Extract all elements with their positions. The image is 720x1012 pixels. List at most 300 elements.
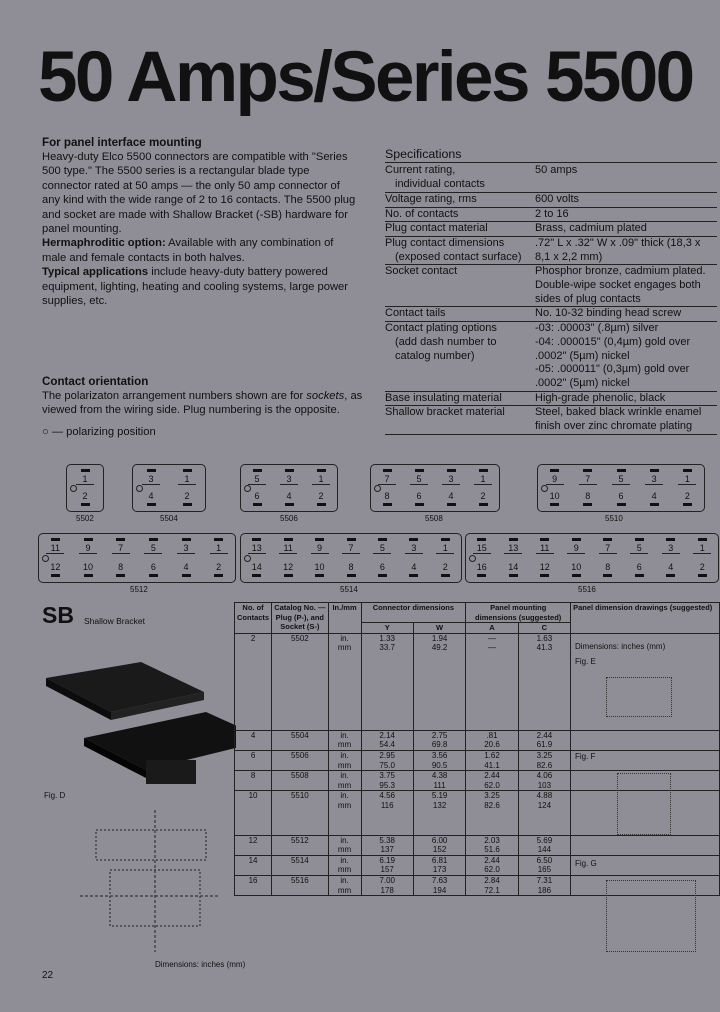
pin-top xyxy=(599,538,617,554)
pin-bottom xyxy=(567,562,585,577)
spec-value: Phosphor bronze, cadmium plated. Double-wipe socket engages both sides of plug contacts xyxy=(535,265,717,307)
sb-cell-w: 3.56 90.5 xyxy=(413,750,465,770)
header-contacts: No. of Contacts xyxy=(235,603,272,634)
sb-cell-y: 5.38 137 xyxy=(361,835,413,855)
spec-key xyxy=(385,192,535,207)
pin-blade xyxy=(617,503,626,506)
pin-number: 6 xyxy=(636,562,642,572)
pin-top xyxy=(473,538,491,554)
header-w: W xyxy=(413,623,465,634)
spec-row xyxy=(385,307,717,322)
fig-e-drawing xyxy=(606,677,672,717)
pin-top xyxy=(612,469,630,485)
spec-value: .72" L x .32" W x .09" thick (18,3 x 8,1 x 2,2 mm) xyxy=(535,236,717,264)
pin-bottom xyxy=(546,491,564,506)
pin-blade xyxy=(666,538,675,541)
pin-blade xyxy=(253,503,262,506)
pin-number: 3 xyxy=(645,474,663,485)
pin-blade xyxy=(81,469,90,472)
sb-cell-unit: in. mm xyxy=(328,730,361,750)
spec-key-line1: Shallow bracket material xyxy=(385,406,505,419)
pin-top xyxy=(279,538,297,554)
sb-cell-cat: 5502 xyxy=(272,633,329,730)
pin-top xyxy=(373,538,391,554)
sb-subtitle: Shallow Bracket xyxy=(84,616,145,626)
pin-number: 1 xyxy=(76,474,94,485)
pin-blade xyxy=(317,469,326,472)
sb-cell-c: 4.88 124 xyxy=(518,791,570,835)
pin-number: 1 xyxy=(693,543,711,554)
spec-value: 50 amps xyxy=(535,164,717,192)
sb-cell-a: 2.44 62.0 xyxy=(466,855,518,875)
spec-key-line1: Plug contact dimensions xyxy=(385,236,505,249)
pin-number: 1 xyxy=(312,474,330,485)
fig-f-drawing xyxy=(617,773,671,835)
spec-value: -03: .00003" (.8µm) silver -04: .000015" (0,4µm) gold over .0002" (5µm) nickel -05: .000011" (0,3µm) gold over .0002" (5µm) nickel xyxy=(535,322,717,392)
pin-top xyxy=(546,469,564,485)
sb-cell-w: 7.63 194 xyxy=(413,875,465,895)
pin-blade xyxy=(698,574,707,577)
spec-value: 2 to 16 xyxy=(535,207,717,222)
pin-number: 14 xyxy=(508,562,519,572)
polarizing-position-icon xyxy=(136,485,143,492)
pin-bottom xyxy=(504,562,522,577)
pin-blade xyxy=(550,503,559,506)
pin-blade xyxy=(409,538,418,541)
pin-number: 2 xyxy=(699,562,705,572)
polarizing-position-icon xyxy=(244,555,251,562)
fig-f-label: Fig. F xyxy=(575,752,596,761)
pin-blade xyxy=(252,538,261,541)
sb-cell-y: 2.14 54.4 xyxy=(361,730,413,750)
sb-cell-a: — — xyxy=(466,633,518,730)
apps-paragraph xyxy=(42,265,360,308)
pin-top xyxy=(248,469,266,485)
pin-bottom xyxy=(645,491,663,506)
pin-blade xyxy=(540,574,549,577)
sb-cell-unit: in. mm xyxy=(328,771,361,791)
orientation-body xyxy=(42,389,364,418)
sb-table-row xyxy=(235,835,720,855)
pin-blade xyxy=(383,503,392,506)
fig-g-label: Fig. G xyxy=(575,859,597,868)
pin-blade xyxy=(347,538,356,541)
sb-cell-unit: in. mm xyxy=(328,855,361,875)
sb-cell-unit: in. mm xyxy=(328,750,361,770)
pin-number: 2 xyxy=(318,491,324,501)
pin-number: 11 xyxy=(536,543,554,554)
pin-blade xyxy=(683,503,692,506)
pin-top xyxy=(536,538,554,554)
pin-top xyxy=(76,469,94,485)
pin-number: 5 xyxy=(144,543,162,554)
pin-bottom xyxy=(536,562,554,577)
pin-blade xyxy=(383,469,392,472)
pin-number: 2 xyxy=(216,562,222,572)
spec-value: Steel, baked black wrinkle enamel finish over zinc chromate plating xyxy=(535,406,717,434)
pin-number: 5 xyxy=(410,474,428,485)
sb-cell-unit: in. mm xyxy=(328,791,361,835)
pin-top xyxy=(280,469,298,485)
pin-bottom xyxy=(436,562,454,577)
header-panel-dims: Panel mounting dimensions (suggested) xyxy=(466,603,571,623)
pin-blade xyxy=(441,538,450,541)
pin-top xyxy=(248,538,266,554)
pin-number: 2 xyxy=(684,491,690,501)
spec-key-line1: Contact tails xyxy=(385,307,446,320)
spec-row xyxy=(385,192,717,207)
polarizing-position-icon xyxy=(541,485,548,492)
pin-number: 7 xyxy=(579,474,597,485)
pin-number: 6 xyxy=(254,491,260,501)
sb-cell-c: 1.63 41.3 xyxy=(518,633,570,730)
sb-cell-a: 3.25 82.6 xyxy=(466,791,518,835)
header-y: Y xyxy=(361,623,413,634)
pin-number: 14 xyxy=(251,562,262,572)
fig-d-label: Fig. D xyxy=(44,791,66,800)
spec-key-line1: No. of contacts xyxy=(385,207,459,220)
connector-5516 xyxy=(465,533,719,583)
pin-blade xyxy=(635,538,644,541)
sb-cell-y: 4.56 116 xyxy=(361,791,413,835)
pin-blade xyxy=(477,574,486,577)
pin-top xyxy=(474,469,492,485)
spec-key-line1: Current rating, xyxy=(385,164,456,177)
pin-blade xyxy=(441,574,450,577)
sb-cell-c: 7.31 186 xyxy=(518,875,570,895)
sb-table-row xyxy=(235,855,720,875)
pin-bottom xyxy=(142,491,160,506)
orientation-body-em: sockets xyxy=(306,390,345,402)
sb-title: SB xyxy=(42,602,74,628)
fig-d-dims-note: Dimensions: inches (mm) xyxy=(155,960,246,969)
spec-row xyxy=(385,265,717,307)
spec-row xyxy=(385,391,717,406)
pin-blade xyxy=(285,503,294,506)
pin-top xyxy=(112,538,130,554)
pin-bottom xyxy=(474,491,492,506)
pin-blade xyxy=(479,503,488,506)
pin-blade xyxy=(550,469,559,472)
orientation-body-post: , as viewed from the wiring side. Plug numbering is the opposite. xyxy=(42,390,363,417)
pin-blade xyxy=(617,469,626,472)
sb-cell-cat: 5512 xyxy=(272,835,329,855)
pin-top xyxy=(678,469,696,485)
apps-label: Typical applications xyxy=(42,266,149,279)
pin-top xyxy=(504,538,522,554)
pin-number: 6 xyxy=(379,562,385,572)
pin-number: 4 xyxy=(183,562,189,572)
sb-cell-cat: 5508 xyxy=(272,771,329,791)
intro-section xyxy=(42,136,360,308)
pin-number: 12 xyxy=(283,562,294,572)
pin-number: 8 xyxy=(585,491,591,501)
pin-number: 6 xyxy=(618,491,624,501)
pin-bottom xyxy=(410,491,428,506)
pin-bottom xyxy=(342,562,360,577)
pin-blade xyxy=(116,538,125,541)
pin-blade xyxy=(603,574,612,577)
pin-number: 4 xyxy=(411,562,417,572)
polarizing-legend: ○ — polarizing position xyxy=(42,425,156,438)
pin-blade xyxy=(214,538,223,541)
polarizing-position-icon xyxy=(244,485,251,492)
sb-cell-c: 2.44 61.9 xyxy=(518,730,570,750)
pin-top xyxy=(579,469,597,485)
pin-number: 10 xyxy=(82,562,93,572)
intro-body: Heavy-duty Elco 5500 connectors are compatible with "Series 500 type." The 5500 series is a rectangular blade type connector rated at 50 amps — the only 50 amp connector of any kind with the wide range of 2 to 16 contacts. The 5500 plug and socket are made with Shallow Bracket (-SB) hardware for panel mounting. xyxy=(42,151,356,236)
apps-body: include heavy-duty battery powered equipment, lighting, heating and cooling systems, large power supplies, etc. xyxy=(42,266,348,308)
pin-number: 7 xyxy=(599,543,617,554)
sb-cell-c: 4.06 103 xyxy=(518,771,570,791)
sb-cell-n: 6 xyxy=(235,750,272,770)
pin-number: 10 xyxy=(314,562,325,572)
pin-blade xyxy=(149,538,158,541)
pin-bottom xyxy=(630,562,648,577)
pin-bottom xyxy=(248,562,266,577)
pin-number: 9 xyxy=(567,543,585,554)
spec-key xyxy=(385,406,535,434)
pin-top xyxy=(693,538,711,554)
connector-label: 5506 xyxy=(280,514,298,523)
pin-top xyxy=(645,469,663,485)
pin-bottom xyxy=(378,491,396,506)
spec-row xyxy=(385,222,717,237)
sb-cell-unit: in. mm xyxy=(328,875,361,895)
pin-top xyxy=(342,538,360,554)
spec-key-line2: (add dash number to catalog number) xyxy=(395,335,497,362)
sb-table-row xyxy=(235,750,720,770)
intro-heading: For panel interface mounting xyxy=(42,136,202,149)
pin-number: 13 xyxy=(248,543,266,554)
pin-top xyxy=(442,469,460,485)
pin-top xyxy=(436,538,454,554)
fig-e-label: Fig. E xyxy=(575,657,596,666)
pin-number: 5 xyxy=(630,543,648,554)
pin-number: 1 xyxy=(178,474,196,485)
sb-cell-w: 6.00 152 xyxy=(413,835,465,855)
pin-blade xyxy=(409,574,418,577)
pin-blade xyxy=(147,469,156,472)
polarizing-position-icon xyxy=(374,485,381,492)
sb-cell-a: .81 20.6 xyxy=(466,730,518,750)
pin-top xyxy=(144,538,162,554)
pin-blade xyxy=(698,538,707,541)
polarizing-position-icon xyxy=(70,485,77,492)
fig-d-drawing xyxy=(60,802,236,962)
pin-number: 9 xyxy=(311,543,329,554)
pin-number: 2 xyxy=(480,491,486,501)
spec-row xyxy=(385,322,717,392)
pin-blade xyxy=(182,574,191,577)
pin-blade xyxy=(666,574,675,577)
sb-cell-cat: 5516 xyxy=(272,875,329,895)
sb-cell-w: 1.94 49.2 xyxy=(413,633,465,730)
spec-row xyxy=(385,164,717,192)
sb-cell-y: 6.19 157 xyxy=(361,855,413,875)
sb-cell-c: 3.25 82.6 xyxy=(518,750,570,770)
orientation-heading: Contact orientation xyxy=(42,375,149,388)
pin-bottom xyxy=(599,562,617,577)
sb-cell-cat: 5514 xyxy=(272,855,329,875)
spec-key xyxy=(385,322,535,392)
connector-label: 5512 xyxy=(130,585,148,594)
spec-row xyxy=(385,207,717,222)
header-c: C xyxy=(518,623,570,634)
sb-cell-y: 1.33 33.7 xyxy=(361,633,413,730)
sb-cell-a: 2.44 62.0 xyxy=(466,771,518,791)
pin-bottom xyxy=(210,562,228,577)
pin-number: 4 xyxy=(286,491,292,501)
connector-5506 xyxy=(240,464,338,512)
spec-key-line1: Plug contact material xyxy=(385,222,488,235)
header-connector-dims: Connector dimensions xyxy=(361,603,466,623)
pin-blade xyxy=(81,503,90,506)
contact-orientation-section xyxy=(42,375,364,439)
spec-key xyxy=(385,391,535,406)
pin-number: 8 xyxy=(118,562,124,572)
sb-cell-n: 12 xyxy=(235,835,272,855)
pin-blade xyxy=(182,538,191,541)
header-a: A xyxy=(466,623,518,634)
pin-number: 13 xyxy=(504,543,522,554)
herm-label: Hermaphroditic option: xyxy=(42,237,166,250)
spec-key-line1: Voltage rating, rms xyxy=(385,192,477,205)
sb-cell-n: 4 xyxy=(235,730,272,750)
bracket-photo xyxy=(36,640,236,800)
pin-bottom xyxy=(248,491,266,506)
pin-number: 7 xyxy=(112,543,130,554)
connector-5510 xyxy=(537,464,705,512)
pin-top xyxy=(410,469,428,485)
pin-blade xyxy=(315,538,324,541)
sb-cell-w: 4.38 111 xyxy=(413,771,465,791)
pin-number: 5 xyxy=(373,543,391,554)
sb-cell-a: 2.84 72.1 xyxy=(466,875,518,895)
pin-bottom xyxy=(579,491,597,506)
pin-blade xyxy=(509,538,518,541)
connector-5514 xyxy=(240,533,462,583)
pin-blade xyxy=(116,574,125,577)
pin-number: 3 xyxy=(662,543,680,554)
pin-blade xyxy=(253,469,262,472)
pin-blade xyxy=(583,469,592,472)
sb-cell-c: 5.69 144 xyxy=(518,835,570,855)
pin-top xyxy=(311,538,329,554)
pin-number: 4 xyxy=(651,491,657,501)
pin-blade xyxy=(603,538,612,541)
polarizing-position-icon xyxy=(469,555,476,562)
pin-blade xyxy=(509,574,518,577)
pin-blade xyxy=(284,538,293,541)
pin-bottom xyxy=(662,562,680,577)
sb-cell-w: 5.19 132 xyxy=(413,791,465,835)
pin-bottom xyxy=(612,491,630,506)
connector-5502 xyxy=(66,464,104,512)
sb-cell-y: 2.95 75.0 xyxy=(361,750,413,770)
pin-blade xyxy=(540,538,549,541)
connector-label: 5514 xyxy=(340,585,358,594)
pin-bottom xyxy=(312,491,330,506)
spec-value: High-grade phenolic, black xyxy=(535,391,717,406)
pin-bottom xyxy=(678,491,696,506)
spec-key xyxy=(385,164,535,192)
spec-value: 600 volts xyxy=(535,192,717,207)
connector-5512 xyxy=(38,533,236,583)
pin-number: 9 xyxy=(546,474,564,485)
pin-blade xyxy=(284,574,293,577)
pin-blade xyxy=(183,503,192,506)
pin-blade xyxy=(683,469,692,472)
pin-blade xyxy=(317,503,326,506)
sb-cell-cat: 5510 xyxy=(272,791,329,835)
sb-header-row xyxy=(235,603,720,623)
pin-blade xyxy=(378,574,387,577)
pin-bottom xyxy=(46,562,64,577)
sb-cell-w: 2.75 69.8 xyxy=(413,730,465,750)
spec-key xyxy=(385,222,535,237)
page-number: 22 xyxy=(42,970,54,981)
header-drawings: Panel dimension drawings (suggested) xyxy=(571,603,720,634)
pin-blade xyxy=(479,469,488,472)
spec-key-line2: (exposed contact surface) xyxy=(395,250,522,263)
pin-top xyxy=(142,469,160,485)
specs-table xyxy=(385,164,717,434)
herm-paragraph xyxy=(42,236,360,265)
spec-key xyxy=(385,265,535,307)
pin-blade xyxy=(650,503,659,506)
spec-key xyxy=(385,207,535,222)
pin-number: 3 xyxy=(405,543,423,554)
spec-key xyxy=(385,236,535,264)
connector-label: 5502 xyxy=(76,514,94,523)
pin-number: 16 xyxy=(476,562,487,572)
pin-top xyxy=(177,538,195,554)
spec-key-line1: Base insulating material xyxy=(385,391,502,404)
pin-number: 3 xyxy=(442,474,460,485)
pin-blade xyxy=(214,574,223,577)
connector-5504 xyxy=(132,464,206,512)
pin-number: 5 xyxy=(612,474,630,485)
pin-number: 11 xyxy=(279,543,297,554)
pin-bottom xyxy=(405,562,423,577)
pin-blade xyxy=(51,538,60,541)
pin-top xyxy=(405,538,423,554)
pin-number: 4 xyxy=(448,491,454,501)
pin-top xyxy=(630,538,648,554)
pin-number: 12 xyxy=(539,562,550,572)
pin-top xyxy=(46,538,64,554)
pin-number: 6 xyxy=(416,491,422,501)
sb-cell-n: 10 xyxy=(235,791,272,835)
pin-number: 10 xyxy=(571,562,582,572)
pin-bottom xyxy=(373,562,391,577)
pin-top xyxy=(79,538,97,554)
pin-blade xyxy=(447,503,456,506)
pin-number: 10 xyxy=(549,491,560,501)
pin-blade xyxy=(378,538,387,541)
pin-bottom xyxy=(76,491,94,506)
pin-top xyxy=(378,469,396,485)
header-catalog: Catalog No. — Plug (P-), and Socket (S-) xyxy=(272,603,329,634)
specs-heading: Specifications xyxy=(385,147,717,163)
pin-top xyxy=(662,538,680,554)
orientation-body-pre: The polarizaton arrangement numbers shown are for xyxy=(42,390,307,402)
fig-dims-note: Dimensions: inches (mm) xyxy=(575,642,666,651)
pin-blade xyxy=(572,574,581,577)
specifications-section xyxy=(385,135,717,435)
pin-blade xyxy=(149,574,158,577)
